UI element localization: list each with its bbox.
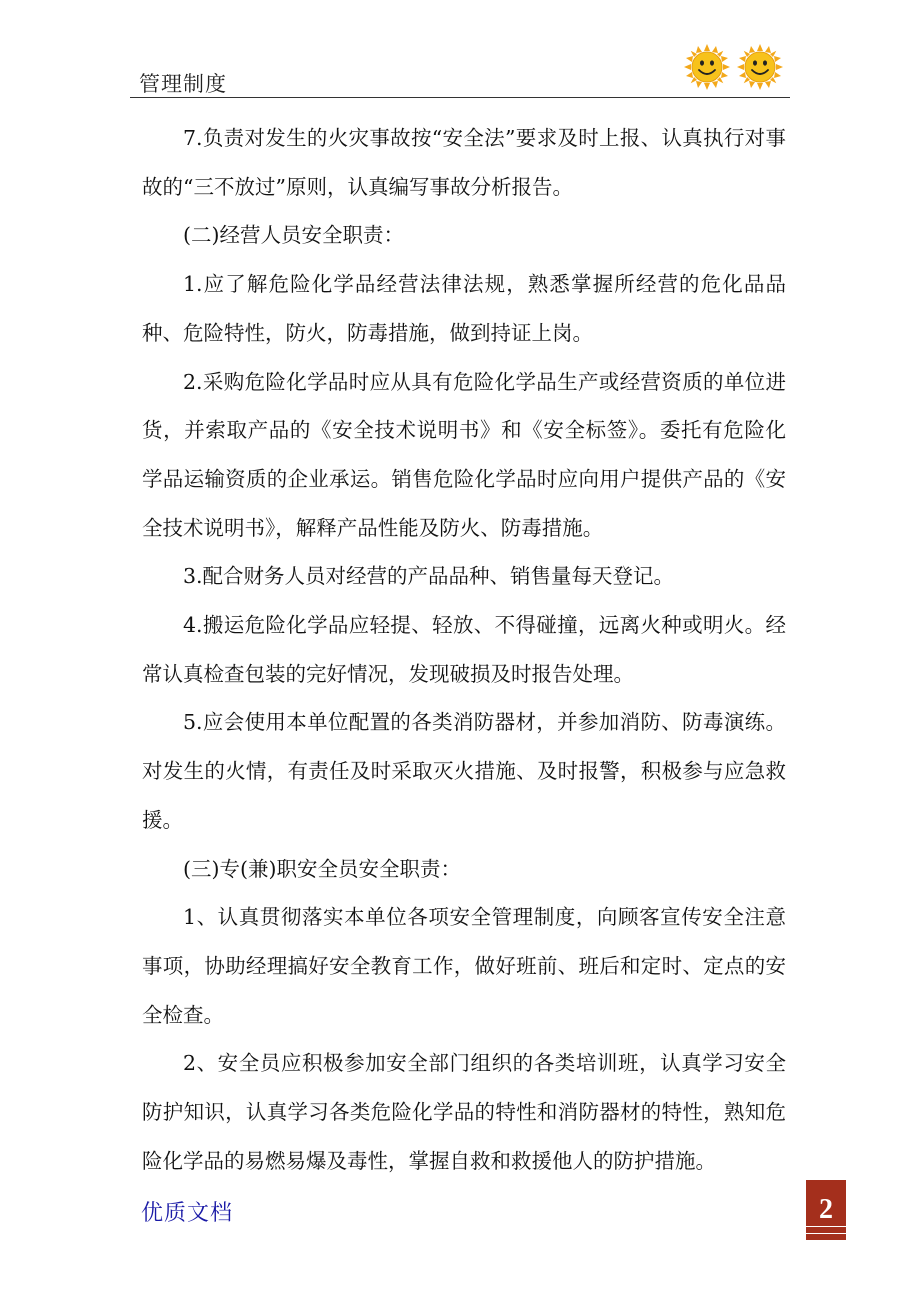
paragraph: 3.配合财务人员对经营的产品品种、销售量每天登记。: [183, 564, 675, 589]
paragraph: 1.应了解危险化学品经营法律法规，熟悉掌握所经营的危化品品种、危险特性，防火，防毒措施，做到持证上岗。: [142, 272, 786, 345]
paragraph: 1、认真贯彻落实本单位各项安全管理制度，向顾客宣传安全注意事项，协助经理搞好安全教育工作，做好班前、班后和定时、定点的安全检查。: [142, 905, 786, 1027]
paragraph: 4.搬运危险化学品应轻提、轻放、不得碰撞，远离火种或明火。经常认真检查包装的完好情况，发现破损及时报告处理。: [142, 613, 786, 686]
paragraph: 2.采购危险化学品时应从具有危险化学品生产或经营资质的单位进货，并索取产品的《安全技术说明书》和《安全标签》。委托有危险化学品运输资质的企业承运。销售危险化学品时应向用户提供产品的《安全技术说明书》，解释产品性能及防火、防毒措施。: [142, 369, 786, 540]
footer-label: 优质文档: [141, 1201, 234, 1226]
document-body: [142, 114, 786, 1185]
section-heading: (三)专(兼)职安全员安全职责：: [183, 856, 461, 881]
smiley-sun-icon: [684, 44, 730, 90]
section-heading: (二)经营人员安全职责：: [183, 223, 404, 248]
page-number-badge: [806, 1180, 846, 1240]
page-number-decoration: [806, 1226, 846, 1234]
paragraph: 2、安全员应积极参加安全部门组织的各类培训班，认真学习安全防护知识，认真学习各类危险化学品的特性和消防器材的特性，熟知危险化学品的易燃易爆及毒性，掌握自救和救援他人的防护措施。: [142, 1051, 786, 1173]
smiley-sun-icon: [737, 44, 783, 90]
header-title: 管理制度: [139, 72, 227, 96]
paragraph: 7.负责对发生的火灾事故按“安全法”要求及时上报、认真执行对事故的“三不放过”原则，认真编写事故分析报告。: [142, 126, 786, 199]
paragraph: 5.应会使用本单位配置的各类消防器材，并参加消防、防毒演练。对发生的火情，有责任及时采取灭火措施、及时报警，积极参与应急救援。: [142, 710, 786, 832]
header-divider: [130, 97, 790, 98]
page-number: 2: [819, 1194, 833, 1225]
